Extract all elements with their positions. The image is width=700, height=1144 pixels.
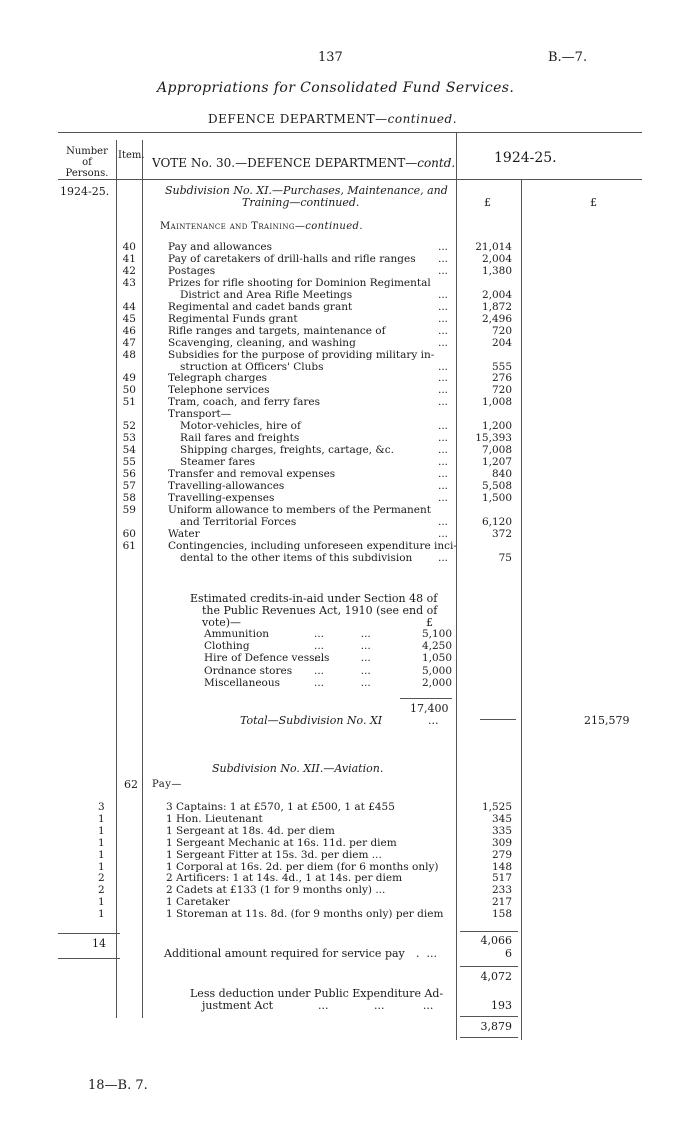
less-deduction-dots: ... ... ...: [318, 999, 434, 1012]
net-total-rule: [460, 1016, 518, 1017]
credits-rule: [400, 698, 452, 699]
leader-dots: ...: [438, 551, 449, 564]
item-number: 41: [122, 252, 136, 265]
item-number: 49: [122, 372, 136, 385]
item-number: 50: [122, 384, 136, 397]
credit-label: Clothing: [204, 640, 250, 653]
persons-total-rule: [58, 933, 120, 934]
persons-count: 3: [98, 801, 105, 813]
credit-amount: 2,000: [421, 676, 452, 689]
item-description: Prizes for rifle shooting for Dominion Regimental: [168, 276, 431, 289]
second-subtotal-rule: [460, 966, 518, 967]
item-description: Travelling-allowances: [168, 480, 285, 492]
page-number: 137: [318, 50, 343, 65]
item-amount: 555: [491, 360, 512, 373]
credit-label: Miscellaneous: [204, 676, 281, 689]
leader-dots: ...: [438, 252, 449, 265]
item-number: 58: [122, 491, 136, 504]
persons-column-header: Number of Persons.: [65, 146, 109, 179]
credits-intro-line-2: the Public Revenues Act, 1910 (see end of: [202, 604, 438, 617]
item-description: Regimental and cadet bands grant: [168, 300, 353, 313]
pay-description: 1 Sergeant Mechanic at 16s. 11d. per diem: [166, 836, 397, 849]
item-description: Water: [168, 527, 200, 540]
department-heading: DEFENCE DEPARTMENT—continued.: [208, 112, 458, 126]
item-number: 47: [122, 336, 136, 349]
line-item: [0, 468, 700, 480]
item-description: Transfer and removal expenses: [168, 468, 336, 481]
persons-year: 1924-25.: [60, 185, 110, 198]
line-item: [0, 277, 700, 289]
leader-dots: ...: [438, 515, 449, 528]
item-number: 60: [122, 527, 136, 540]
item-description: Transport—: [168, 408, 232, 421]
subdivision-xi-total-label: Total—Subdivision No. XI: [240, 714, 383, 727]
pay-row: [0, 837, 700, 849]
leader-dots: ... ...: [314, 652, 371, 665]
subdivision-xi-title: Subdivision No. XI.—Purchases, Maintenance, and: [165, 184, 448, 197]
item-description: Steamer fares: [180, 456, 256, 469]
item-number: 46: [122, 324, 136, 337]
item-description: Travelling-expenses: [168, 491, 275, 504]
line-item: [0, 301, 700, 313]
item-number: 54: [122, 444, 136, 457]
line-item: [0, 396, 700, 408]
year-column-header: 1924-25.: [494, 150, 557, 166]
subtotal-rule: [460, 931, 518, 932]
item-amount: 720: [491, 324, 512, 337]
item-number: 56: [122, 468, 136, 481]
total-dots: ...: [428, 714, 439, 727]
credit-amount: 4,250: [421, 640, 452, 653]
line-item: [0, 253, 700, 265]
item-number: 57: [122, 480, 136, 492]
credit-row: [0, 677, 700, 689]
item-description: Rifle ranges and targets, maintenance of: [168, 324, 386, 337]
line-item: [0, 432, 700, 444]
leader-dots: ...: [438, 456, 449, 469]
line-item: [0, 504, 700, 516]
item-amount: 720: [491, 384, 512, 397]
item-number: 53: [122, 432, 136, 445]
subdivision-xi-title-cont: Training—continued.: [242, 196, 360, 209]
item-amount: 21,014: [475, 241, 512, 253]
item-number: 40: [122, 241, 136, 253]
item-number: 59: [122, 503, 136, 516]
item-number: 45: [122, 312, 136, 325]
line-item: [0, 289, 700, 301]
item-column-header: Item.: [118, 150, 145, 161]
pay-description: 2 Artificers: 1 at 14s. 4d., 1 at 14s. per diem: [166, 872, 403, 885]
pay-row: [0, 825, 700, 837]
leader-dots: ...: [438, 360, 449, 373]
table-top-rule: [58, 132, 642, 133]
leader-dots: ...: [438, 420, 449, 433]
item-description: and Territorial Forces: [180, 515, 297, 528]
line-item: [0, 337, 700, 349]
item-amount: 372: [491, 527, 512, 540]
leader-dots: ...: [438, 264, 449, 277]
item-number: 61: [122, 539, 136, 552]
leader-dots: ...: [438, 444, 449, 457]
leader-dots: ...: [438, 312, 449, 325]
item-number: 42: [122, 264, 136, 277]
item-amount: 2,004: [481, 288, 512, 301]
leader-dots: ... ...: [314, 664, 371, 677]
line-item: [0, 492, 700, 504]
leader-dots: ...: [438, 491, 449, 504]
leader-dots: ...: [438, 300, 449, 313]
credit-label: Hire of Defence vessels: [204, 652, 330, 665]
pay-amount: 335: [491, 824, 512, 837]
leader-dots: ...: [438, 384, 449, 397]
leader-dots: ... ...: [314, 640, 371, 653]
item-description: struction at Officers' Clubs: [180, 360, 324, 373]
persons-count: 1: [98, 848, 105, 861]
credits-pound-sign: £: [426, 616, 433, 629]
pay-row: [0, 884, 700, 896]
credit-row: [0, 628, 700, 640]
item-amount: 1,380: [481, 264, 512, 277]
item-description: Pay and allowances: [168, 241, 272, 253]
credit-label: Ammunition: [204, 628, 270, 640]
pay-amount: 279: [491, 848, 512, 861]
pay-item-number: 62: [124, 778, 138, 791]
line-item: [0, 361, 700, 373]
item-amount: 204: [491, 336, 512, 349]
additional-dots: . ...: [416, 947, 437, 960]
persons-count: 2: [98, 872, 105, 885]
pound-sign-left: £: [484, 196, 491, 209]
line-item: [0, 540, 700, 552]
item-number: 43: [122, 276, 136, 289]
item-description: District and Area Rifle Meetings: [180, 288, 353, 301]
persons-count: 1: [98, 860, 105, 873]
line-item: [0, 480, 700, 492]
leader-dots: ...: [438, 480, 449, 492]
item-number: 51: [122, 396, 136, 409]
credit-label: Ordnance stores: [204, 664, 293, 677]
item-amount: 2,004: [481, 252, 512, 265]
item-description: dental to the other items of this subdivision: [180, 551, 413, 564]
additional-label: Additional amount required for service pay: [164, 947, 405, 960]
total-after-additional: 4,072: [480, 970, 512, 983]
pound-sign-right: £: [590, 196, 597, 209]
leader-dots: ...: [438, 288, 449, 301]
subdivision-xi-total-amount: 215,579: [584, 714, 630, 727]
pay-amount: 517: [491, 872, 512, 885]
less-deduction-amount: 193: [491, 999, 512, 1012]
item-amount: 6,120: [481, 515, 512, 528]
credits-intro-line-1: Estimated credits-in-aid under Section 48 of: [190, 592, 438, 605]
pay-amount: 217: [491, 896, 512, 909]
item-description: Scavenging, cleaning, and washing: [168, 336, 356, 349]
vote-title: VOTE No. 30.—DEFENCE DEPARTMENT—contd.: [152, 156, 456, 170]
pay-description: 1 Sergeant at 18s. 4d. per diem: [166, 824, 335, 837]
less-deduction-line-1: Less deduction under Public Expenditure Ad-: [190, 987, 444, 1000]
item-description: Contingencies, including unforeseen expenditure inci-: [168, 539, 457, 552]
pay-amount: 233: [491, 884, 512, 897]
leader-dots: ...: [438, 468, 449, 481]
persons-count: 2: [98, 884, 105, 897]
leader-dots: ... ...: [314, 628, 371, 640]
line-item: [0, 516, 700, 528]
pay-row: [0, 801, 700, 813]
pay-description: 1 Caretaker: [166, 896, 230, 909]
persons-count: 1: [98, 812, 105, 825]
item-amount: 840: [491, 468, 512, 481]
persons-total: 14: [92, 937, 106, 950]
item-amount: 1,207: [481, 456, 512, 469]
item-description: Telegraph charges: [168, 372, 268, 385]
item-number: 48: [122, 348, 136, 361]
line-item: [0, 349, 700, 361]
pay-amount: 1,525: [481, 801, 512, 813]
item-number: 44: [122, 300, 136, 313]
pay-description: 1 Hon. Lieutenant: [166, 812, 263, 825]
item-amount: 1,200: [481, 420, 512, 433]
pay-heading: Pay—: [152, 779, 182, 790]
credit-amount: 1,050: [421, 652, 452, 665]
line-item: [0, 325, 700, 337]
item-description: Uniform allowance to members of the Permanent: [168, 503, 431, 516]
pay-amount: 158: [491, 908, 512, 921]
credit-row: [0, 652, 700, 664]
line-item: [0, 444, 700, 456]
line-item: [0, 456, 700, 468]
credit-row: [0, 665, 700, 677]
pay-row: [0, 849, 700, 861]
item-amount: 1,500: [481, 491, 512, 504]
item-description: Telephone services: [168, 384, 270, 397]
item-amount: 75: [498, 551, 512, 564]
credits-intro-line-3: vote)—: [202, 616, 242, 629]
pay-description: 1 Sergeant Fitter at 15s. 3d. per diem ...: [166, 848, 382, 861]
footer-page-reference: 18—B. 7.: [88, 1078, 148, 1093]
item-description: Tram, coach, and ferry fares: [168, 396, 320, 409]
leader-dots: ...: [438, 241, 449, 253]
page-title: Appropriations for Consolidated Fund Services.: [157, 80, 515, 96]
pay-subtotal: 4,066: [480, 934, 512, 947]
persons-count: 1: [98, 908, 105, 921]
item-description: Rail fares and freights: [180, 432, 300, 445]
net-total: 3,879: [480, 1020, 512, 1033]
line-item: [0, 408, 700, 420]
item-number: 52: [122, 420, 136, 433]
credit-row: [0, 640, 700, 652]
leader-dots: ...: [438, 527, 449, 540]
pay-row: [0, 861, 700, 873]
item-description: Shipping charges, freights, cartage, &c.: [180, 444, 394, 457]
table-header-rule: [58, 179, 642, 180]
line-item: [0, 528, 700, 540]
line-item: [0, 384, 700, 396]
leader-dots: ...: [438, 324, 449, 337]
persons-count: 1: [98, 824, 105, 837]
item-description: Motor-vehicles, hire of: [180, 420, 301, 433]
item-amount: 7,008: [481, 444, 512, 457]
item-description: Pay of caretakers of drill-halls and rifle ranges: [168, 252, 416, 265]
line-item: [0, 265, 700, 277]
pay-row: [0, 896, 700, 908]
leader-dots: ...: [438, 336, 449, 349]
persons-count: 1: [98, 836, 105, 849]
item-amount: 1,008: [481, 396, 512, 409]
item-amount: 2,496: [481, 312, 512, 325]
item-description: Regimental Funds grant: [168, 312, 298, 325]
pay-description: 2 Cadets at £133 (1 for 9 months only) ...: [166, 884, 386, 897]
credit-amount: 5,100: [421, 628, 452, 640]
additional-amount: 6: [505, 947, 512, 960]
line-item: [0, 420, 700, 432]
item-description: Subsidies for the purpose of providing military in-: [168, 348, 435, 361]
line-item: [0, 552, 700, 564]
pay-row: [0, 908, 700, 920]
pay-amount: 309: [491, 836, 512, 849]
total-dash: [480, 719, 516, 720]
pay-amount: 148: [491, 860, 512, 873]
credits-total: 17,400: [410, 702, 449, 715]
item-amount: 15,393: [475, 432, 512, 445]
pay-description: 3 Captains: 1 at £570, 1 at £500, 1 at £455: [166, 801, 395, 813]
line-item: [0, 313, 700, 325]
persons-count: 1: [98, 896, 105, 909]
pay-row: [0, 813, 700, 825]
item-description: Postages: [168, 264, 216, 277]
leader-dots: ...: [438, 372, 449, 385]
less-deduction-line-2: justment Act: [202, 999, 274, 1012]
maintenance-heading: Maintenance and Training—continued.: [160, 221, 363, 232]
item-amount: 276: [491, 372, 512, 385]
line-item: [0, 241, 700, 253]
series-reference: B.—7.: [548, 50, 588, 65]
item-amount: 1,872: [481, 300, 512, 313]
persons-total-rule-bottom: [58, 958, 120, 959]
item-number: 55: [122, 456, 136, 469]
leader-dots: ... ...: [314, 676, 371, 689]
line-item: [0, 372, 700, 384]
subdivision-xii-title: Subdivision No. XII.—Aviation.: [212, 762, 384, 775]
credit-amount: 5,000: [421, 664, 452, 677]
pay-description: 1 Storeman at 11s. 8d. (for 9 months only) per diem: [166, 908, 444, 921]
pay-description: 1 Corporal at 16s. 2d. per diem (for 6 months only): [166, 860, 439, 873]
pay-row: [0, 872, 700, 884]
net-total-rule-bottom: [460, 1037, 518, 1038]
leader-dots: ...: [438, 396, 449, 409]
item-amount: 5,508: [481, 480, 512, 492]
leader-dots: ...: [438, 432, 449, 445]
pay-amount: 345: [491, 812, 512, 825]
